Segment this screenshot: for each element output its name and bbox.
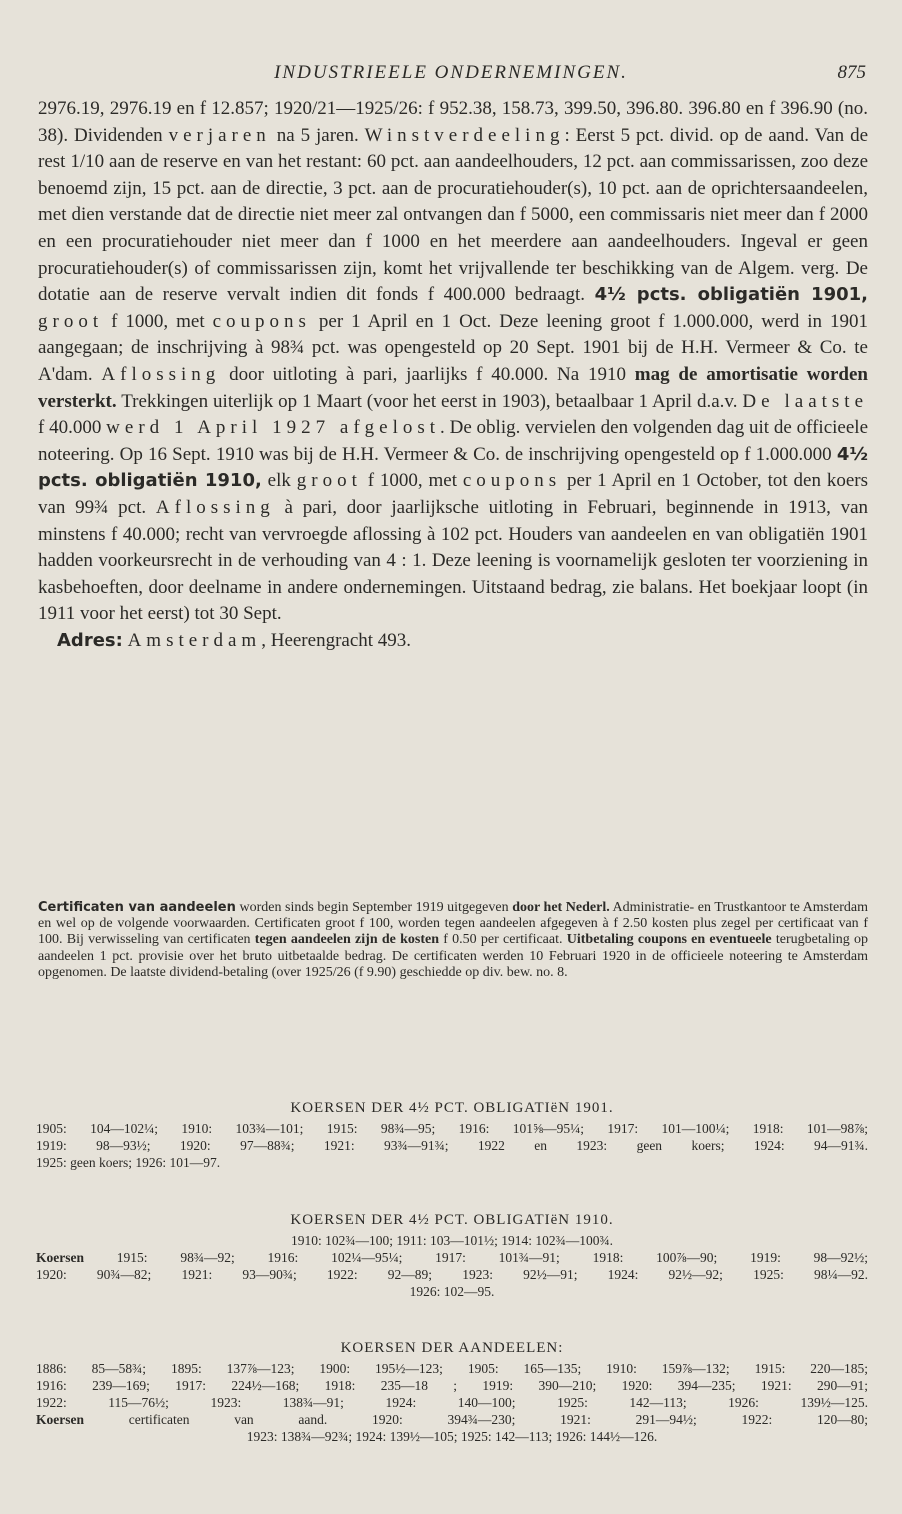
koersen-label: Koersen: [36, 1250, 84, 1265]
running-header: [36, 62, 866, 86]
amortisatie-note: mag de amortisatie worden versterkt.: [38, 363, 868, 412]
coupons-label: coupons: [462, 470, 562, 492]
text-run: 1915: 98¾—92; 1916: 102¼—95¼; 1917: 101¾—91; 1918: 100⅞—90; 1919: 98—92½;: [84, 1250, 868, 1265]
text-run: Trekkingen uiterlijk op 1 Maart (voor het eerst in 1903), betaalbaar 1 April d.a.v.: [116, 390, 743, 412]
laatste-label: De laatste: [742, 390, 869, 412]
price-line: 1886: 85—58¾; 1895: 137⅞—123; 1900: 195½—123; 1905: 165—135; 1910: 159⅞—132; 1915: 220—185;: [36, 1361, 868, 1376]
text-run: . De oblig. vervielen den volgenden dag uit de officieele noteering. Op 16 Sept. 1910 was bij de H.H. Vermeer & Co. de inschrijving opengesteld op f 1.000.000: [38, 417, 868, 465]
price-line: 1905: 104—102¼; 1910: 103¾—101; 1915: 98¾—95; 1916: 101⅝—95¼; 1917: 101—100¼; 1918: 101—98⅞;: [36, 1121, 868, 1136]
section-title: KOERSEN DER 4½ PCT. OBLIGATIëN 1910.: [290, 1212, 614, 1228]
note-paragraph: [38, 900, 868, 981]
company-description: [38, 96, 868, 654]
text-run: à pari, door jaarlijksche uitloting in Februari, beginnende in 1913, van minstens f 40.000; recht van vervroegde aflossing à 102 pct. Houders van aandeelen en van obligatiën 1901 hadden voorkeursrecht in de verhouding van 4 : 1. Deze leening is voornamelijk gesloten ter voorziening in kasbehoeften, door deelname in andere ondernemingen. Uitstaand bedrag, zie balans. Het boekjaar loopt (in 1911 voor het eerst) tot 30 Sept.: [38, 496, 868, 625]
obligaties-1910-heading: 4½ pcts. obligatiën 1910,: [38, 443, 868, 492]
obligaties-1901-heading: 4½ pcts. obligatiën 1901,: [594, 284, 868, 306]
note-bold-run: door het Nederl.: [512, 900, 610, 915]
price-line: 1925: geen koers; 1926: 101—97.: [36, 1155, 221, 1170]
groot-label: groot: [296, 470, 362, 492]
groot-label: groot: [38, 310, 104, 332]
verjaren-label: verjaren: [168, 124, 271, 146]
price-line: [36, 1249, 868, 1266]
description-paragraph: [38, 96, 868, 628]
running-title: INDUSTRIEELE ONDERNEMINGEN.: [274, 62, 628, 83]
price-line: 1916: 239—169; 1917: 224½—168; 1918: 235—18 ; 1919: 390—210; 1920: 394—235; 1921: 290—91;: [36, 1378, 868, 1393]
price-line: 1920: 90¾—82; 1921: 93—90¾; 1922: 92—89; 1923: 92½—91; 1924: 92½—92; 1925: 98¼—92.: [36, 1267, 868, 1282]
address-city: Amsterdam: [127, 629, 262, 651]
text-run: 2976.19, 2976.19 en f 12.857; 1920/21—1925/26: f 952.38, 158.73, 399.50, 396.80. 396.80 en f 396.90 (no. 38). Dividenden: [38, 98, 868, 146]
koersen-1910-section: [36, 1212, 868, 1300]
section-title: KOERSEN DER 4½ PCT. OBLIGATIëN 1901.: [290, 1100, 614, 1116]
price-line: [36, 1411, 868, 1428]
aflossing-label: Aflossing: [155, 496, 275, 518]
text-run: : Eerst 5 pct. divid. op de aand. Van de rest 1/10 aan de reserve en van het restant: 60 pct. aan aandeelhouders, 12 pct. aan commissarissen, zoo deze benoemd zijn, 15 pct. aan de directie, 3 pct. aan de procuratiehouder(s), 10 pct. aan de oprichtersaandeelen, met dien verstande dat de directie niet meer zal ontvangen dan f 5000, een commissaris niet meer dan f 2000 en een procuratiehouder niet meer dan f 1000 en het meerdere aan aandeelhouders. Ingeval er geen procuratiehouder(s) of commissarissen zijn, komt het vrijvallende ter beschikking van de Algem. verg. De dotatie aan de reserve vervalt indien dit fonds f 400.000 bedraagt.: [38, 124, 868, 306]
koersen-1901-section: [36, 1100, 868, 1171]
price-line: 1919: 98—93½; 1920: 97—88¾; 1921: 93¾—91¾; 1922 en 1923: geen koers; 1924: 94—91¾.: [36, 1138, 868, 1153]
text-run: f 0.50 per certificaat.: [439, 932, 567, 948]
price-line: 1922: 115—76½; 1923: 138¾—91; 1924: 140—100; 1925: 142—113; 1926: 139½—125.: [36, 1395, 868, 1410]
text-run: f 1000, met: [361, 470, 463, 492]
price-line: 1926: 102—95.: [409, 1284, 495, 1299]
coupons-label: coupons: [212, 310, 311, 332]
aflossing-label: Aflossing: [101, 363, 221, 385]
note-heading: Certificaten van aandeelen: [38, 900, 236, 915]
koersen-label: Koersen: [36, 1412, 84, 1427]
text-run: f 1000, met: [103, 310, 213, 332]
text-run: door uitloting à pari, jaarlijks f 40.000. Na 1910: [220, 363, 635, 385]
text-run: f 40.000: [38, 417, 107, 439]
text-run: per 1 April en 1 October, tot den koers van 99¾ pct.: [38, 470, 868, 518]
text-run: Administratie- en Trustkantoor te Amsterdam en wel op de volgende voorwaarden. Certificaten groot f 100, worden tegen aandeelen afgegeven à f 2.50 kosten plus zegel per certificaat van f 100. Bij verwisseling van certificaten: [38, 900, 868, 948]
koersen-aandeelen-section: [36, 1340, 868, 1445]
text-run: elk: [261, 470, 297, 492]
text-run: per 1 April en 1 Oct. Deze leening groot f 1.000.000, werd in 1901 aangegaan; de inschrijving à 98¾ pct. was opengesteld op 20 Sept. 1901 bij de H.H. Vermeer & Co. te A'dam.: [38, 310, 868, 385]
text-run: na 5 jaren.: [270, 124, 365, 146]
price-line: 1910: 102¾—100; 1911: 103—101½; 1914: 102¾—100¾.: [290, 1233, 613, 1248]
text-run: certificaten van aand. 1920: 394¾—230; 1921: 291—94½; 1922: 120—80;: [84, 1412, 868, 1427]
winstverdeeling-label: Winstverdeeling: [364, 124, 565, 146]
note-bold-run: tegen aandeelen zijn de kosten: [254, 932, 440, 948]
address-label: Adres:: [57, 629, 123, 651]
text-run: terugbetaling op aandeelen 1 pct. provisie over het bruto uitbetaalde bedrag. De certificaten werden 10 Februari 1920 in de officieele noteering te Amsterdam opgenomen. De laatste dividend-betaling (over 1925/26 (f 9.90) geschiedde op div. bew. no. 8.: [38, 932, 868, 980]
text-run: worden sinds begin September 1919 uitgegeven: [235, 900, 513, 915]
afgelost-label: werd 1 April 1927 afgelost: [106, 417, 441, 439]
address-street: , Heerengracht 493.: [261, 629, 412, 651]
address-line: [38, 628, 868, 655]
certificates-note: [38, 900, 868, 981]
price-line: 1923: 138¾—92¾; 1924: 139½—105; 1925: 142—113; 1926: 144½—126.: [246, 1429, 658, 1444]
page-number: 875: [837, 62, 866, 83]
note-bold-run: Uitbetaling coupons en eventueele: [566, 932, 772, 948]
section-title: KOERSEN DER AANDEELEN:: [340, 1340, 564, 1356]
